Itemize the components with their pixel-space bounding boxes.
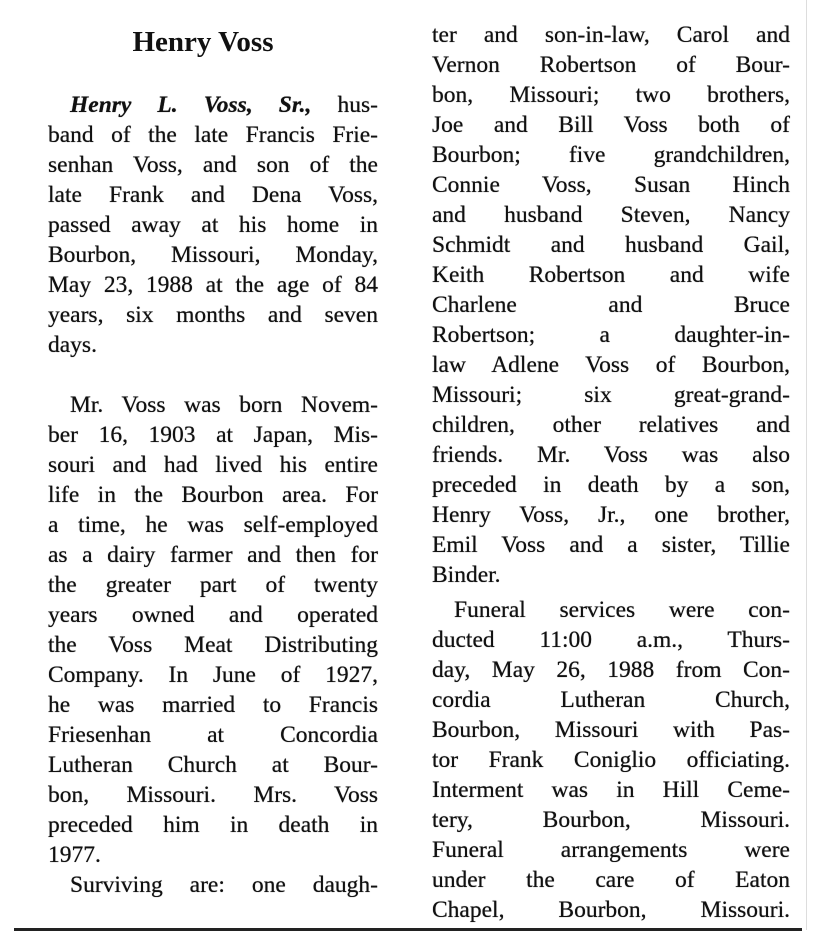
text-line: the greater part of twenty bbox=[48, 572, 378, 598]
text-line: Funeral arrangements were bbox=[432, 837, 790, 863]
text-line: preceded in death by a son, bbox=[432, 472, 790, 498]
bottom-rule bbox=[14, 928, 802, 931]
text-line: a time, he was self-employed bbox=[48, 512, 378, 538]
text-line: Lutheran Church at Bour- bbox=[48, 752, 378, 778]
text-line: bon, Missouri. Mrs. Voss bbox=[48, 782, 378, 808]
right-edge-line bbox=[806, 0, 807, 930]
text-line: ducted 11:00 a.m., Thurs- bbox=[432, 627, 790, 653]
paragraph bbox=[432, 595, 790, 925]
text-line: he was married to Francis bbox=[48, 692, 378, 718]
text-line: as a dairy farmer and then for bbox=[48, 542, 378, 568]
text-line: Henry Voss, Jr., one brother, bbox=[432, 502, 790, 528]
text-line: the Voss Meat Distributing bbox=[48, 632, 378, 658]
text-line: under the care of Eaton bbox=[432, 867, 790, 893]
text-line: law Adlene Voss of Bourbon, bbox=[432, 352, 790, 378]
text-line bbox=[48, 90, 378, 120]
text-line: band of the late Francis Frie- bbox=[48, 122, 378, 148]
paragraph bbox=[48, 870, 378, 900]
text-line: friends. Mr. Voss was also bbox=[432, 442, 790, 468]
text-line: Bourbon, Missouri with Pas- bbox=[432, 717, 790, 743]
left-column bbox=[48, 90, 378, 900]
text-line: bon, Missouri; two brothers, bbox=[432, 82, 790, 108]
text-line: ber 16, 1903 at Japan, Mis- bbox=[48, 422, 378, 448]
paragraph bbox=[48, 390, 378, 870]
text-line: years, six months and seven bbox=[48, 302, 378, 328]
text-line: tor Frank Coniglio officiating. bbox=[432, 747, 790, 773]
text-line: Bourbon, Missouri, Monday, bbox=[48, 242, 378, 268]
text-line: Schmidt and husband Gail, bbox=[432, 232, 790, 258]
text-line: Chapel, Bourbon, Missouri. bbox=[432, 897, 790, 923]
text-line: Bourbon; five grandchildren, bbox=[432, 142, 790, 168]
paragraph bbox=[48, 90, 378, 360]
text-line: Mr. Voss was born Novem- bbox=[70, 392, 378, 418]
text-line: Connie Voss, Susan Hinch bbox=[432, 172, 790, 198]
obituary-title: Henry Voss bbox=[132, 26, 274, 58]
text-line: cordia Lutheran Church, bbox=[432, 687, 790, 713]
text-line: 1977. bbox=[48, 842, 101, 868]
text-line: Emil Voss and a sister, Tillie bbox=[432, 532, 790, 558]
right-column bbox=[432, 20, 790, 925]
text-line: Robertson; a daughter-in- bbox=[432, 322, 790, 348]
text-line: Charlene and Bruce bbox=[432, 292, 790, 318]
text-line: Binder. bbox=[432, 562, 501, 588]
text-line: souri and had lived his entire bbox=[48, 452, 378, 478]
text-line: Funeral services were con- bbox=[454, 597, 790, 623]
text-line: and husband Steven, Nancy bbox=[432, 202, 790, 228]
text-line: Surviving are: one daugh- bbox=[70, 872, 378, 898]
text-line: Vernon Robertson of Bour- bbox=[432, 52, 790, 78]
text-line: Missouri; six great-grand- bbox=[432, 382, 790, 408]
text-line: late Frank and Dena Voss, bbox=[48, 182, 378, 208]
text-line: Joe and Bill Voss both of bbox=[432, 112, 790, 138]
text-line: children, other relatives and bbox=[432, 412, 790, 438]
text-line: years owned and operated bbox=[48, 602, 378, 628]
text-line: May 23, 1988 at the age of 84 bbox=[48, 272, 378, 298]
text-fragment: hus- bbox=[311, 92, 378, 118]
text-line: preceded him in death in bbox=[48, 812, 378, 838]
text-line: Friesenhan at Concordia bbox=[48, 722, 378, 748]
text-line: days. bbox=[48, 332, 97, 358]
text-line: ter and son-in-law, Carol and bbox=[432, 22, 790, 48]
text-line: life in the Bourbon area. For bbox=[48, 482, 378, 508]
text-line: Interment was in Hill Ceme- bbox=[432, 777, 790, 803]
text-line: tery, Bourbon, Missouri. bbox=[432, 807, 790, 833]
text-line: Keith Robertson and wife bbox=[432, 262, 790, 288]
text-line: Company. In June of 1927, bbox=[48, 662, 378, 688]
deceased-name: Henry L. Voss, Sr., bbox=[70, 92, 312, 118]
text-line: senhan Voss, and son of the bbox=[48, 152, 378, 178]
text-line: passed away at his home in bbox=[48, 212, 378, 238]
paragraph bbox=[432, 20, 790, 590]
text-line: day, May 26, 1988 from Con- bbox=[432, 657, 790, 683]
